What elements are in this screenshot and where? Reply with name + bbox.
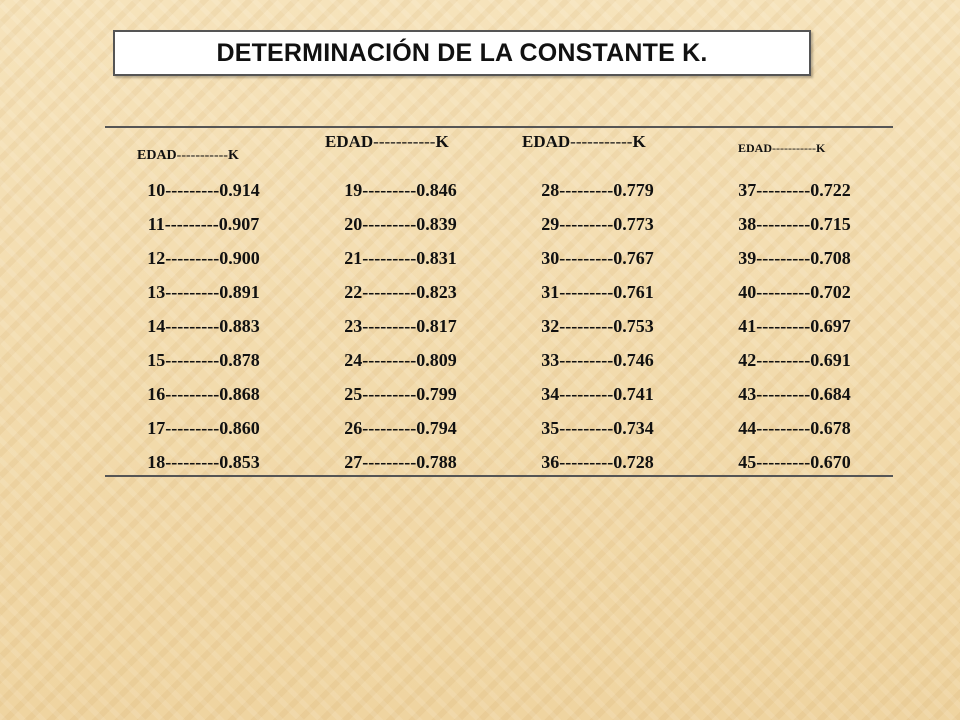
table-row: 44---------0.678 (738, 418, 851, 438)
table-row: 10---------0.914 (147, 180, 260, 200)
column-rows (696, 177, 893, 483)
header-dash: ----------- (570, 132, 633, 151)
table-row: 38---------0.715 (738, 214, 851, 234)
column-rows (499, 177, 696, 483)
table-row: 18---------0.853 (147, 452, 260, 472)
table-row: 31---------0.761 (541, 282, 654, 302)
table-row: 25---------0.799 (344, 384, 457, 404)
table-row: 20---------0.839 (344, 214, 457, 234)
column-rows (105, 177, 302, 483)
header-k: K (815, 141, 826, 155)
table-row: 40---------0.702 (738, 282, 851, 302)
header-edad: EDAD (522, 132, 571, 151)
table-row: 29---------0.773 (541, 214, 654, 234)
column-header (137, 148, 239, 164)
table-row: 30---------0.767 (541, 248, 654, 268)
table-row: 12---------0.900 (147, 248, 260, 268)
header-dash: ----------- (373, 132, 436, 151)
table-row: 41---------0.697 (738, 316, 851, 336)
table-row: 34---------0.741 (541, 384, 654, 404)
column-rows (302, 177, 499, 483)
table-row: 21---------0.831 (344, 248, 457, 268)
table-row: 15---------0.878 (147, 350, 260, 370)
table-row: 32---------0.753 (541, 316, 654, 336)
table-row: 27---------0.788 (344, 452, 457, 472)
table-row: 28---------0.779 (541, 180, 654, 200)
table-row: 23---------0.817 (344, 316, 457, 336)
table-row: 17---------0.860 (147, 418, 260, 438)
table-row: 42---------0.691 (738, 350, 851, 370)
header-edad: EDAD (137, 148, 177, 163)
table-row: 14---------0.883 (147, 316, 260, 336)
table-row: 35---------0.734 (541, 418, 654, 438)
table-row: 24---------0.809 (344, 350, 457, 370)
table-row: 13---------0.891 (147, 282, 260, 302)
table-row: 43---------0.684 (738, 384, 851, 404)
table-row: 19---------0.846 (344, 180, 457, 200)
column-header (325, 132, 449, 152)
header-dash: ----------- (176, 148, 228, 163)
header-edad: EDAD (738, 141, 773, 155)
table-row: 11---------0.907 (147, 214, 260, 234)
header-edad: EDAD (325, 132, 374, 151)
table-row: 45---------0.670 (738, 452, 851, 472)
header-dash: ----------- (772, 141, 816, 155)
title-box (113, 30, 811, 76)
column-header (738, 141, 825, 156)
header-k: K (227, 148, 239, 163)
table-row: 33---------0.746 (541, 350, 654, 370)
table-row: 22---------0.823 (344, 282, 457, 302)
column-header (522, 132, 646, 152)
header-k: K (632, 132, 646, 151)
table-top-rule (105, 126, 893, 128)
table-row: 37---------0.722 (738, 180, 851, 200)
header-k: K (435, 132, 449, 151)
table-row: 16---------0.868 (147, 384, 260, 404)
slide-title: DETERMINACIÓN DE LA CONSTANTE K. (216, 38, 708, 67)
table-row: 36---------0.728 (541, 452, 654, 472)
table-row: 39---------0.708 (738, 248, 851, 268)
table-row: 26---------0.794 (344, 418, 457, 438)
